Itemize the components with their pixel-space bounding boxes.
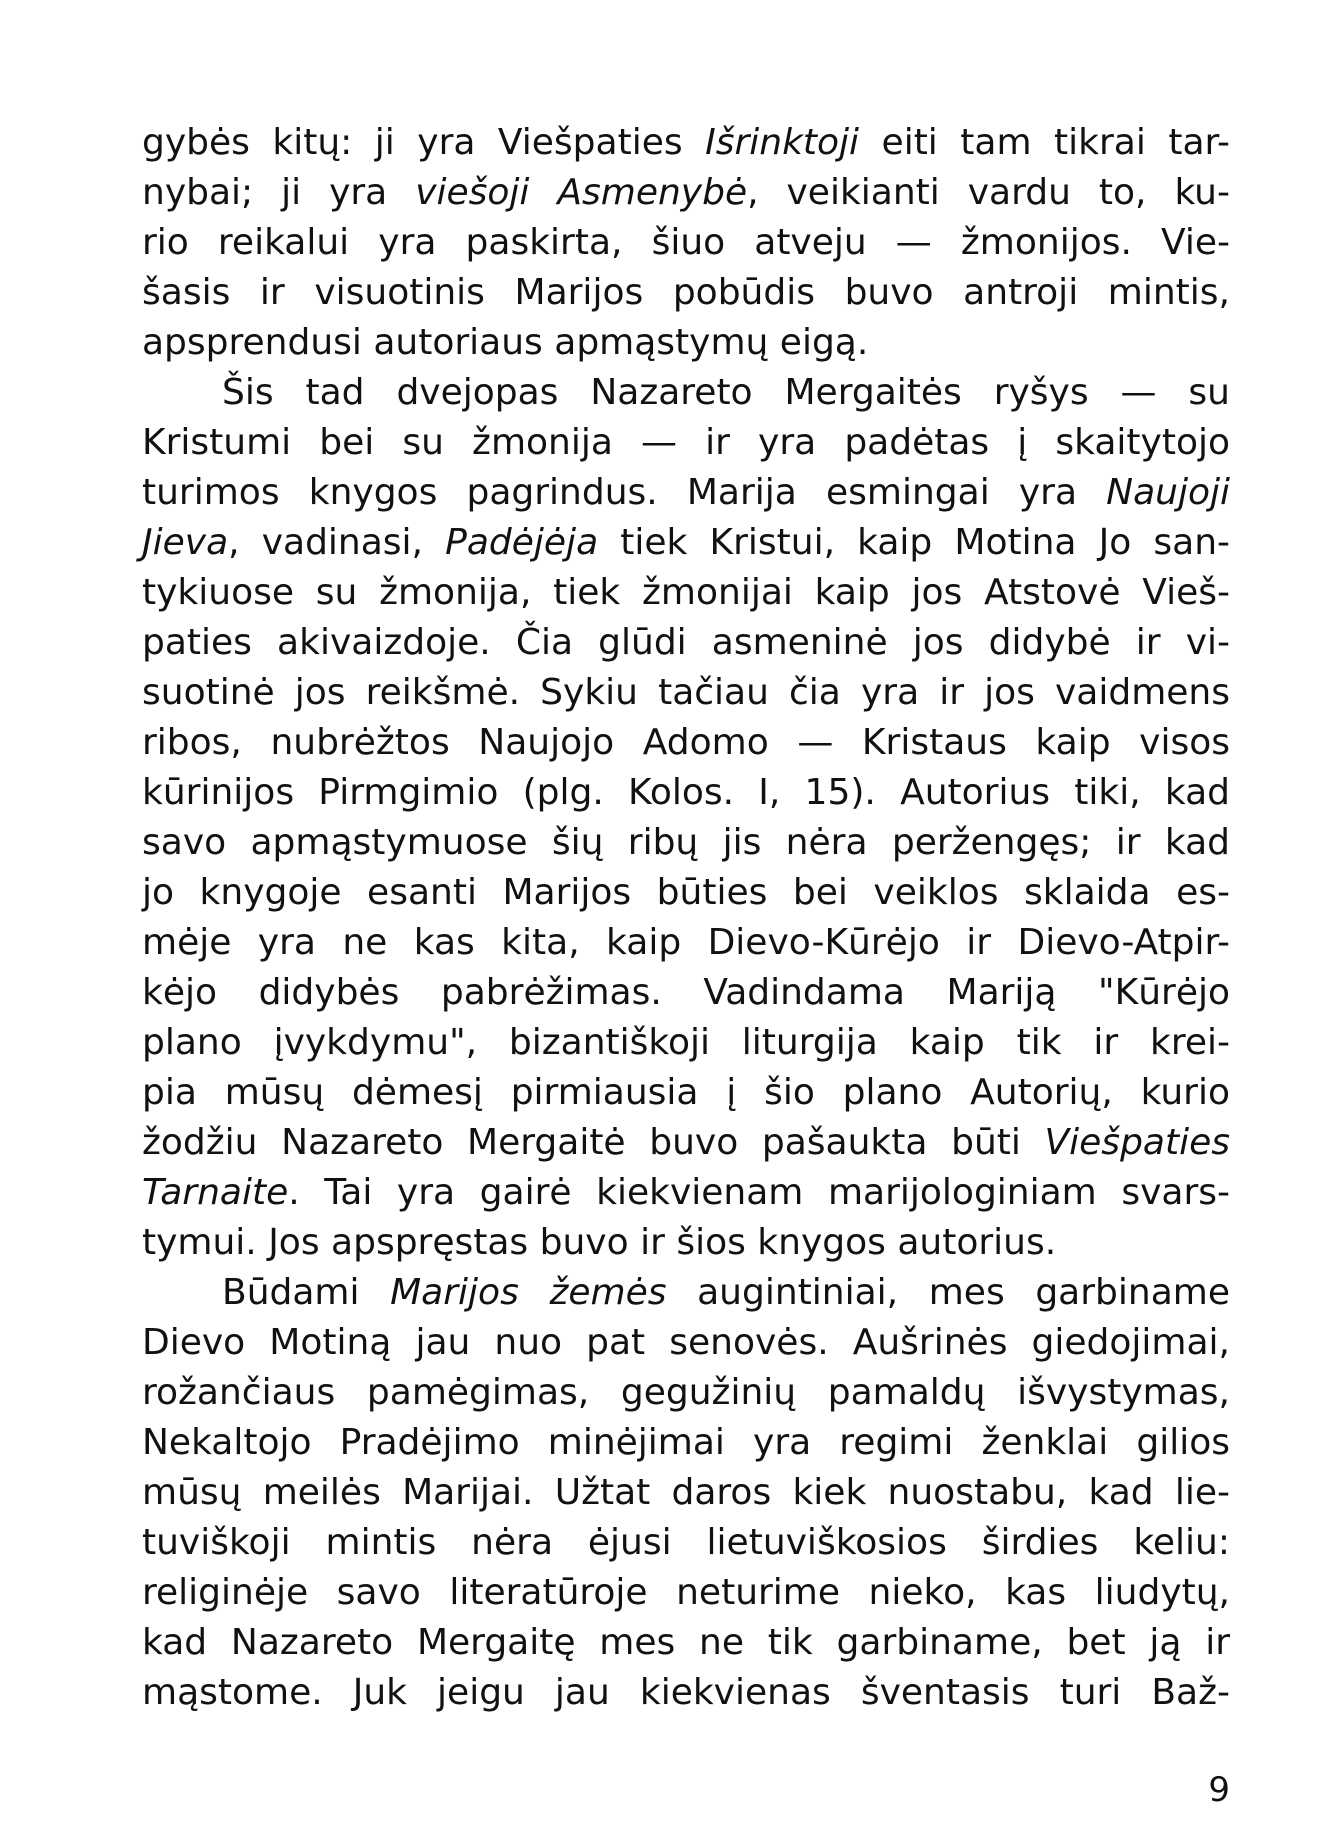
text-line: [142, 918, 1230, 968]
text-line: [142, 518, 1230, 568]
text-segment: augintiniai, mes garbiname: [666, 1272, 1230, 1313]
text-line: [142, 668, 1230, 718]
text-line: [142, 968, 1230, 1018]
text-line: [142, 768, 1230, 818]
text-line: [142, 1318, 1230, 1368]
page-number: 9: [1208, 1770, 1230, 1810]
text-line: [142, 1568, 1230, 1618]
text-segment: rio reikalui yra paskirta, šiuo atveju — žmonijos. Vie-: [142, 222, 1230, 263]
text-line: [142, 1268, 1230, 1318]
italic-segment: viešoji Asmenybė: [415, 172, 748, 213]
text-segment: tiek Kristui, kaip Motina Jo san-: [598, 522, 1230, 563]
text-segment: turimos knygos pagrindus. Marija esmingai yra: [142, 472, 1107, 513]
text-line: [142, 118, 1230, 168]
text-line: [142, 1618, 1230, 1668]
text-segment: suotinė jos reikšmė. Sykiu tačiau čia yra ir jos vaidmens: [142, 672, 1230, 713]
text-segment: kėjo didybės pabrėžimas. Vadindama Mariją "Kūrėjo: [142, 972, 1230, 1013]
text-line: [142, 418, 1230, 468]
text-segment: kūrinijos Pirmgimio (plg. Kolos. I, 15). Autorius tiki, kad: [142, 772, 1230, 813]
text-segment: plano įvykdymu", bizantiškoji liturgija kaip tik ir krei-: [142, 1022, 1230, 1063]
text-line: [142, 1418, 1230, 1468]
italic-segment: Padėjėja: [445, 522, 599, 563]
text-segment: religinėje savo literatūroje neturime nieko, kas liudytų,: [142, 1572, 1230, 1613]
text-segment: kad Nazareto Mergaitę mes ne tik garbiname, bet ją ir: [142, 1622, 1230, 1663]
text-segment: pia mūsų dėmesį pirmiausia į šio plano Autorių, kurio: [142, 1072, 1230, 1113]
text-segment: šasis ir visuotinis Marijos pobūdis buvo antroji mintis,: [142, 272, 1230, 313]
text-line: [142, 318, 1230, 368]
text-segment: apsprendusi autoriaus apmąstymų eigą.: [142, 322, 869, 363]
italic-segment: Tarnaite: [142, 1172, 289, 1213]
text-segment: tykiuose su žmonija, tiek žmonijai kaip jos Atstovė Vieš-: [142, 572, 1230, 613]
text-segment: mąstome. Juk jeigu jau kiekvienas šventasis turi Baž-: [142, 1672, 1230, 1713]
text-line: [142, 1168, 1230, 1218]
text-segment: jo knygoje esanti Marijos būties bei veiklos sklaida es-: [142, 872, 1230, 913]
text-line: [142, 1668, 1230, 1718]
text-line: [142, 368, 1230, 418]
text-line: [142, 168, 1230, 218]
text-segment: paties akivaizdoje. Čia glūdi asmeninė jos didybė ir vi-: [142, 622, 1230, 663]
text-line: [142, 568, 1230, 618]
text-segment: savo apmąstymuose šių ribų jis nėra peržengęs; ir kad: [142, 822, 1230, 863]
text-segment: Nekaltojo Pradėjimo minėjimai yra regimi ženklai gilios: [142, 1422, 1230, 1463]
text-segment: žodžiu Nazareto Mergaitė buvo pašaukta būti: [142, 1122, 1045, 1163]
text-segment: Kristumi bei su žmonija — ir yra padėtas į skaitytojo: [142, 422, 1230, 463]
italic-segment: Viešpaties: [1044, 1122, 1230, 1163]
text-line: [142, 1368, 1230, 1418]
text-segment: Būdami: [222, 1272, 391, 1313]
text-line: [142, 1068, 1230, 1118]
text-line: [142, 218, 1230, 268]
text-line: [142, 1118, 1230, 1168]
text-segment: nybai; ji yra: [142, 172, 416, 213]
text-line: [142, 468, 1230, 518]
text-line: [142, 268, 1230, 318]
italic-segment: Jieva: [142, 522, 229, 563]
text-segment: Dievo Motiną jau nuo pat senovės. Aušrinės giedojimai,: [142, 1322, 1230, 1363]
text-segment: ribos, nubrėžtos Naujojo Adomo — Kristaus kaip visos: [142, 722, 1230, 763]
text-segment: mėje yra ne kas kita, kaip Dievo-Kūrėjo ir Dievo-Atpir-: [142, 922, 1230, 963]
text-line: [142, 1468, 1230, 1518]
text-segment: , vadinasi,: [228, 522, 446, 563]
italic-segment: Išrinktoji: [705, 122, 860, 163]
italic-segment: Marijos žemės: [390, 1272, 667, 1313]
text-segment: gybės kitų: ji yra Viešpaties: [142, 122, 706, 163]
text-line: [142, 618, 1230, 668]
text-segment: rožančiaus pamėgimas, gegužinių pamaldų išvystymas,: [142, 1372, 1230, 1413]
text-segment: eiti tam tikrai tar-: [859, 122, 1230, 163]
body-text: [142, 118, 1230, 1718]
text-line: [142, 1518, 1230, 1568]
text-segment: mūsų meilės Marijai. Užtat daros kiek nuostabu, kad lie-: [142, 1472, 1230, 1513]
text-segment: tymui. Jos apspręstas buvo ir šios knygos autorius.: [142, 1222, 1057, 1263]
text-segment: . Tai yra gairė kiekvienam marijologiniam svars-: [288, 1172, 1230, 1213]
text-segment: tuviškoji mintis nėra ėjusi lietuviškosios širdies keliu:: [142, 1522, 1230, 1563]
text-line: [142, 868, 1230, 918]
text-segment: , veikianti vardu to, ku-: [747, 172, 1230, 213]
text-line: [142, 1218, 1230, 1268]
text-line: [142, 818, 1230, 868]
text-line: [142, 1018, 1230, 1068]
text-segment: Šis tad dvejopas Nazareto Mergaitės ryšys — su: [222, 372, 1230, 413]
italic-segment: Naujoji: [1106, 472, 1230, 513]
text-line: [142, 718, 1230, 768]
